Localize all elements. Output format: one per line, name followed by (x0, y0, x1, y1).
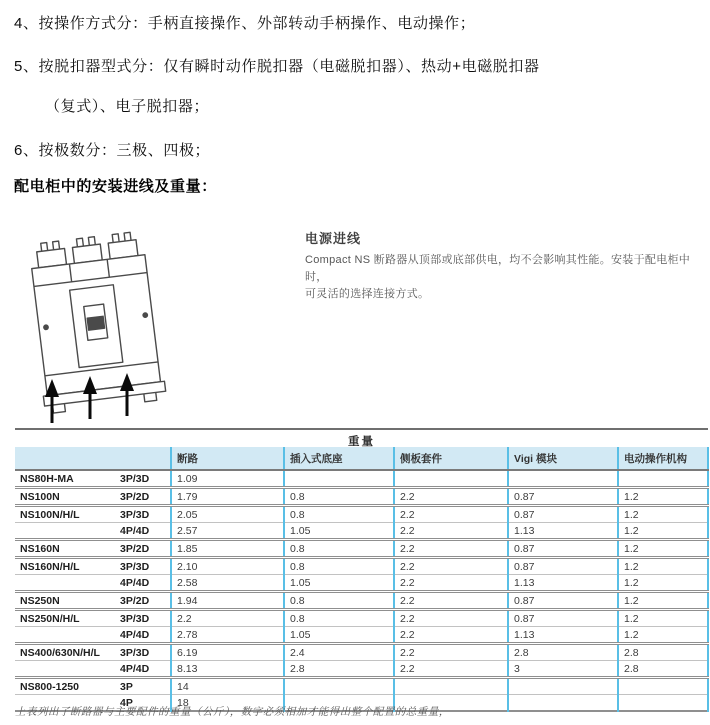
column-header (115, 447, 171, 470)
value-cell: 0.8 (284, 488, 394, 506)
value-cell: 1.2 (618, 627, 708, 644)
value-cell: 18 (171, 695, 284, 712)
value-cell: 1.13 (508, 523, 618, 540)
model-cell: NS160N (15, 540, 115, 558)
value-cell: 6.19 (171, 644, 284, 661)
column-header: 电动操作机构 (618, 447, 708, 470)
value-cell: 0.87 (508, 488, 618, 506)
value-cell: 1.09 (171, 470, 284, 488)
value-cell: 2.8 (284, 661, 394, 678)
value-cell: 2.2 (394, 592, 508, 610)
value-cell: 2.2 (394, 558, 508, 575)
poles-cell: 4P (115, 695, 171, 712)
value-cell: 1.05 (284, 523, 394, 540)
value-cell: 1.2 (618, 592, 708, 610)
value-cell: 1.2 (618, 575, 708, 592)
power-inlet-section (305, 228, 705, 303)
power-inlet-title: 电源进线 (305, 231, 362, 246)
poles-cell: 3P/2D (115, 592, 171, 610)
value-cell: 0.87 (508, 506, 618, 523)
model-cell: NS250N (15, 592, 115, 610)
value-cell: 2.2 (394, 661, 508, 678)
value-cell: 0.8 (284, 506, 394, 523)
power-inlet-body-line2: 可灵活的选择连接方式。 (305, 288, 430, 300)
model-cell: NS100N (15, 488, 115, 506)
model-cell: NS800-1250 (15, 678, 115, 695)
value-cell: 1.2 (618, 506, 708, 523)
value-cell: 1.79 (171, 488, 284, 506)
value-cell: 2.78 (171, 627, 284, 644)
table-row (15, 592, 708, 610)
poles-cell: 4P/4D (115, 575, 171, 592)
weight-table (15, 428, 708, 712)
value-cell (508, 695, 618, 712)
list-item-4: 4、按操作方式分：手柄直接操作、外部转动手柄操作、电动操作； (14, 15, 476, 32)
table-row (15, 506, 708, 523)
value-cell: 0.87 (508, 540, 618, 558)
model-cell: NS80H-MA (20, 473, 74, 485)
table-row (15, 488, 708, 506)
value-cell: 1.2 (618, 540, 708, 558)
poles-cell: 3P (115, 678, 171, 695)
circuit-breaker-figure (12, 221, 187, 423)
table-row (15, 540, 708, 558)
value-cell (618, 470, 708, 488)
column-header: 侧板套件 (394, 447, 508, 470)
poles-cell: 3P/2D (115, 488, 171, 506)
table-row (15, 470, 708, 488)
poles-cell: 4P/4D (115, 627, 171, 644)
model-cell: NS100N/H/L (15, 506, 115, 523)
value-cell: 0.8 (284, 592, 394, 610)
value-cell (394, 678, 508, 695)
table-footnote: 上表列出了断路器与主要配件的重量（公斤），数字必须相加才能得出整个配置的总重量， (15, 706, 450, 718)
value-cell (618, 695, 708, 712)
value-cell: 8.13 (171, 661, 284, 678)
list-item-5: 5、按脱扣器型式分：仅有瞬时动作脱扣器（电磁脱扣器）、热动+电磁脱扣器 (14, 58, 540, 75)
column-header (15, 447, 115, 470)
poles-cell: 3P/3D (115, 558, 171, 575)
value-cell: 2.2 (394, 575, 508, 592)
value-cell (618, 678, 708, 695)
value-cell: 1.2 (618, 610, 708, 627)
table-row (15, 678, 708, 695)
poles-cell: 3P/2D (115, 540, 171, 558)
weight-table-grid (15, 447, 709, 712)
power-inlet-body-line1: Compact NS 断路器从顶部或底部供电，均不会影响其性能。安装于配电柜中时， (305, 254, 691, 283)
value-cell: 2.2 (171, 610, 284, 627)
value-cell: 0.8 (284, 558, 394, 575)
value-cell: 2.05 (171, 506, 284, 523)
table-row (15, 610, 708, 627)
value-cell: 0.87 (508, 610, 618, 627)
circuit-breaker-drawing-icon (12, 221, 187, 423)
value-cell: 2.2 (394, 540, 508, 558)
value-cell: 2.10 (171, 558, 284, 575)
value-cell: 1.85 (171, 540, 284, 558)
poles-cell: 4P/4D (115, 523, 171, 540)
column-header: 插入式底座 (284, 447, 394, 470)
model-cell (15, 627, 115, 644)
value-cell: 0.87 (508, 592, 618, 610)
value-cell: 2.2 (394, 627, 508, 644)
poles-cell: 3P/3D (115, 644, 171, 661)
table-row (15, 644, 708, 661)
model-cell (15, 575, 115, 592)
table-row (15, 523, 708, 540)
value-cell: 1.05 (284, 575, 394, 592)
value-cell (284, 470, 394, 488)
table-row (15, 558, 708, 575)
poles-cell: 3P/3D (115, 506, 171, 523)
value-cell: 14 (171, 678, 284, 695)
value-cell: 1.05 (284, 627, 394, 644)
column-header: Vigi 模块 (508, 447, 618, 470)
value-cell: 1.94 (171, 592, 284, 610)
value-cell (508, 470, 618, 488)
value-cell: 1.13 (508, 627, 618, 644)
weight-table-title: 重量 (15, 428, 708, 447)
value-cell: 2.2 (394, 644, 508, 661)
value-cell: 0.8 (284, 610, 394, 627)
value-cell: 2.8 (618, 661, 708, 678)
value-cell: 0.8 (284, 540, 394, 558)
poles-cell: 4P/4D (115, 661, 171, 678)
model-cell: NS160N/H/L (15, 558, 115, 575)
value-cell: 1.2 (618, 558, 708, 575)
value-cell: 1.2 (618, 523, 708, 540)
table-row (15, 661, 708, 678)
value-cell: 2.2 (394, 610, 508, 627)
weight-table-header-row (15, 447, 708, 470)
table-row (15, 575, 708, 592)
value-cell: 2.8 (508, 644, 618, 661)
value-cell: 1.2 (618, 488, 708, 506)
list-item-6: 6、按极数分：三极、四极； (14, 142, 211, 159)
value-cell: 2.2 (394, 488, 508, 506)
value-cell: 2.57 (171, 523, 284, 540)
model-cell (15, 661, 115, 678)
column-header: 断路 (171, 447, 284, 470)
value-cell (508, 678, 618, 695)
value-cell: 2.2 (394, 523, 508, 540)
section-heading: 配电柜中的安装进线及重量： (14, 178, 217, 195)
value-cell: 2.4 (284, 644, 394, 661)
weight-table-body (15, 470, 708, 711)
list-item-5-continued: （复式）、电子脱扣器； (45, 98, 210, 115)
value-cell: 3 (508, 661, 618, 678)
value-cell: 2.2 (394, 506, 508, 523)
value-cell: 2.8 (618, 644, 708, 661)
value-cell: 0.87 (508, 558, 618, 575)
model-cell (15, 523, 115, 540)
value-cell: 1.13 (508, 575, 618, 592)
model-cell: NS250N/H/L (15, 610, 115, 627)
value-cell: 2.58 (171, 575, 284, 592)
table-row (15, 627, 708, 644)
poles-cell: 3P/3D (115, 610, 171, 627)
value-cell (394, 470, 508, 488)
value-cell (284, 678, 394, 695)
poles-cell: 3P/3D (120, 473, 150, 485)
model-cell: NS400/630N/H/L (15, 644, 115, 661)
